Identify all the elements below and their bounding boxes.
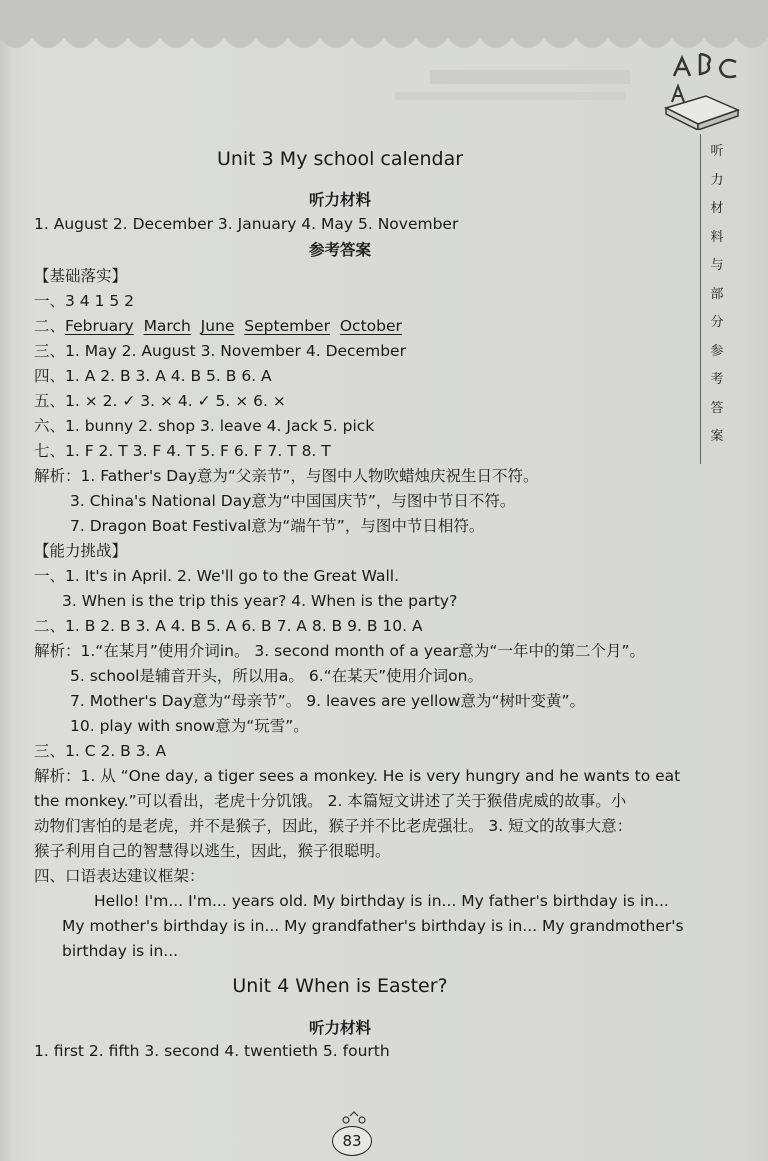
basic-q2-word: October <box>339 317 402 335</box>
ability-analysis-3: 7. Mother's Day意为“母亲节”。 9. leaves are yellow意为“树叶变黄”。 <box>70 692 586 710</box>
basic-analysis-2: 3. China's National Day意为“中国国庆节”，与图中节日不符。 <box>70 492 516 510</box>
basic-q7: 七、1. F 2. T 3. F 4. T 5. F 6. F 7. T 8. T <box>34 442 331 460</box>
sidebar-char: 考 <box>710 372 724 387</box>
ability-q3: 三、1. C 2. B 3. A <box>34 742 167 760</box>
sidebar-char: 答 <box>710 400 724 416</box>
basic-q2-word: March <box>143 317 191 335</box>
basic-q2-word: June <box>200 317 235 335</box>
basic-q2-word: September <box>244 317 330 335</box>
ability-heading: 【能力挑战】 <box>34 542 128 560</box>
basic-q2-word: February <box>65 317 134 335</box>
ability-reading-1: 解析：1. 从 “One day, a tiger sees a monkey. He is very hungry and he wants to eat <box>34 767 681 785</box>
basic-q6: 六、1. bunny 2. shop 3. leave 4. Jack 5. pick <box>34 417 375 435</box>
basic-q3: 三、1. May 2. August 3. November 4. December <box>34 342 406 360</box>
bleed-through-texture <box>430 70 630 84</box>
basic-heading: 【基础落实】 <box>34 267 128 285</box>
basic-analysis-1: 解析：1. Father's Day意为“父亲节”，与图中人物吹蜡烛庆祝生日不符。 <box>34 467 539 485</box>
ability-reading-3: 动物们害怕的是老虎，并不是猴子，因此，猴子并不比老虎强壮。 3. 短文的故事大意： <box>34 817 633 835</box>
basic-q2 <box>34 316 402 336</box>
unit3-answers-heading: 参考答案 <box>308 241 371 259</box>
basic-q2-prefix: 二、 <box>34 317 66 335</box>
bleed-through-texture <box>395 92 625 100</box>
ability-q2: 二、1. B 2. B 3. A 4. B 5. A 6. B 7. A 8. B 9. B 10. A <box>34 617 423 635</box>
sidebar-char: 分 <box>710 315 724 330</box>
sidebar-char: 案 <box>710 429 724 444</box>
sidebar-char: 部 <box>710 286 724 302</box>
oral-frame-1: Hello! I'm... I'm... years old. My birthday is in... My father's birthday is in... <box>94 892 669 910</box>
unit3-title: Unit 3 My school calendar <box>216 148 464 170</box>
basic-q1: 一、3 4 1 5 2 <box>34 292 135 310</box>
ability-q1-line2: 3. When is the trip this year? 4. When is the party? <box>62 592 458 610</box>
ability-q1-line1: 一、1. It's in April. 2. We'll go to the Great Wall. <box>34 567 399 585</box>
sidebar-char: 材 <box>710 201 724 216</box>
sidebar-vertical-label <box>700 138 734 452</box>
ability-analysis-1: 解析：1.“在某月”使用介词in。 3. second month of a year意为“一年中的第二个月”。 <box>34 642 645 660</box>
ability-q4: 四、口语表达建议框架： <box>34 867 205 885</box>
scalloped-header-border <box>0 0 768 56</box>
sidebar-char: 参 <box>710 343 724 359</box>
unit3-listening-text: 1. August 2. December 3. January 4. May 5. November <box>34 215 459 233</box>
oral-frame-2: My mother's birthday is in... My grandfather's birthday is in... My grandmother's <box>62 917 684 935</box>
sidebar-char: 力 <box>710 172 724 188</box>
page-number: 83 <box>332 1126 372 1156</box>
unit4-listening-heading: 听力材料 <box>308 1019 371 1037</box>
abc-book-logo-icon <box>656 48 746 130</box>
ability-reading-4: 猴子利用自己的智慧得以逃生，因此，猴子很聪明。 <box>34 842 391 860</box>
basic-q4: 四、1. A 2. B 3. A 4. B 5. B 6. A <box>34 367 272 385</box>
ability-analysis-4: 10. play with snow意为“玩雪”。 <box>70 717 309 735</box>
basic-q5: 五、1. × 2. ✓ 3. × 4. ✓ 5. × 6. × <box>34 392 286 410</box>
unit4-title: Unit 4 When is Easter? <box>232 975 448 997</box>
ability-reading-2: the monkey.”可以看出，老虎十分饥饿。 2. 本篇短文讲述了关于猴借虎威的故事。小 <box>34 792 627 810</box>
sidebar-char: 与 <box>710 258 724 273</box>
sidebar-char: 料 <box>710 229 724 245</box>
sidebar-char: 听 <box>710 144 724 159</box>
oral-frame-3: birthday is in... <box>62 942 179 960</box>
ability-analysis-2: 5. school是辅音开头，所以用a。 6.“在某天”使用介词on。 <box>70 667 483 685</box>
unit3-listening-heading: 听力材料 <box>308 191 371 209</box>
sidebar-rule <box>700 134 701 464</box>
unit4-listening-text: 1. first 2. fifth 3. second 4. twentieth 5. fourth <box>34 1042 390 1060</box>
basic-analysis-3: 7. Dragon Boat Festival意为“端午节”，与图中节日相符。 <box>70 517 485 535</box>
